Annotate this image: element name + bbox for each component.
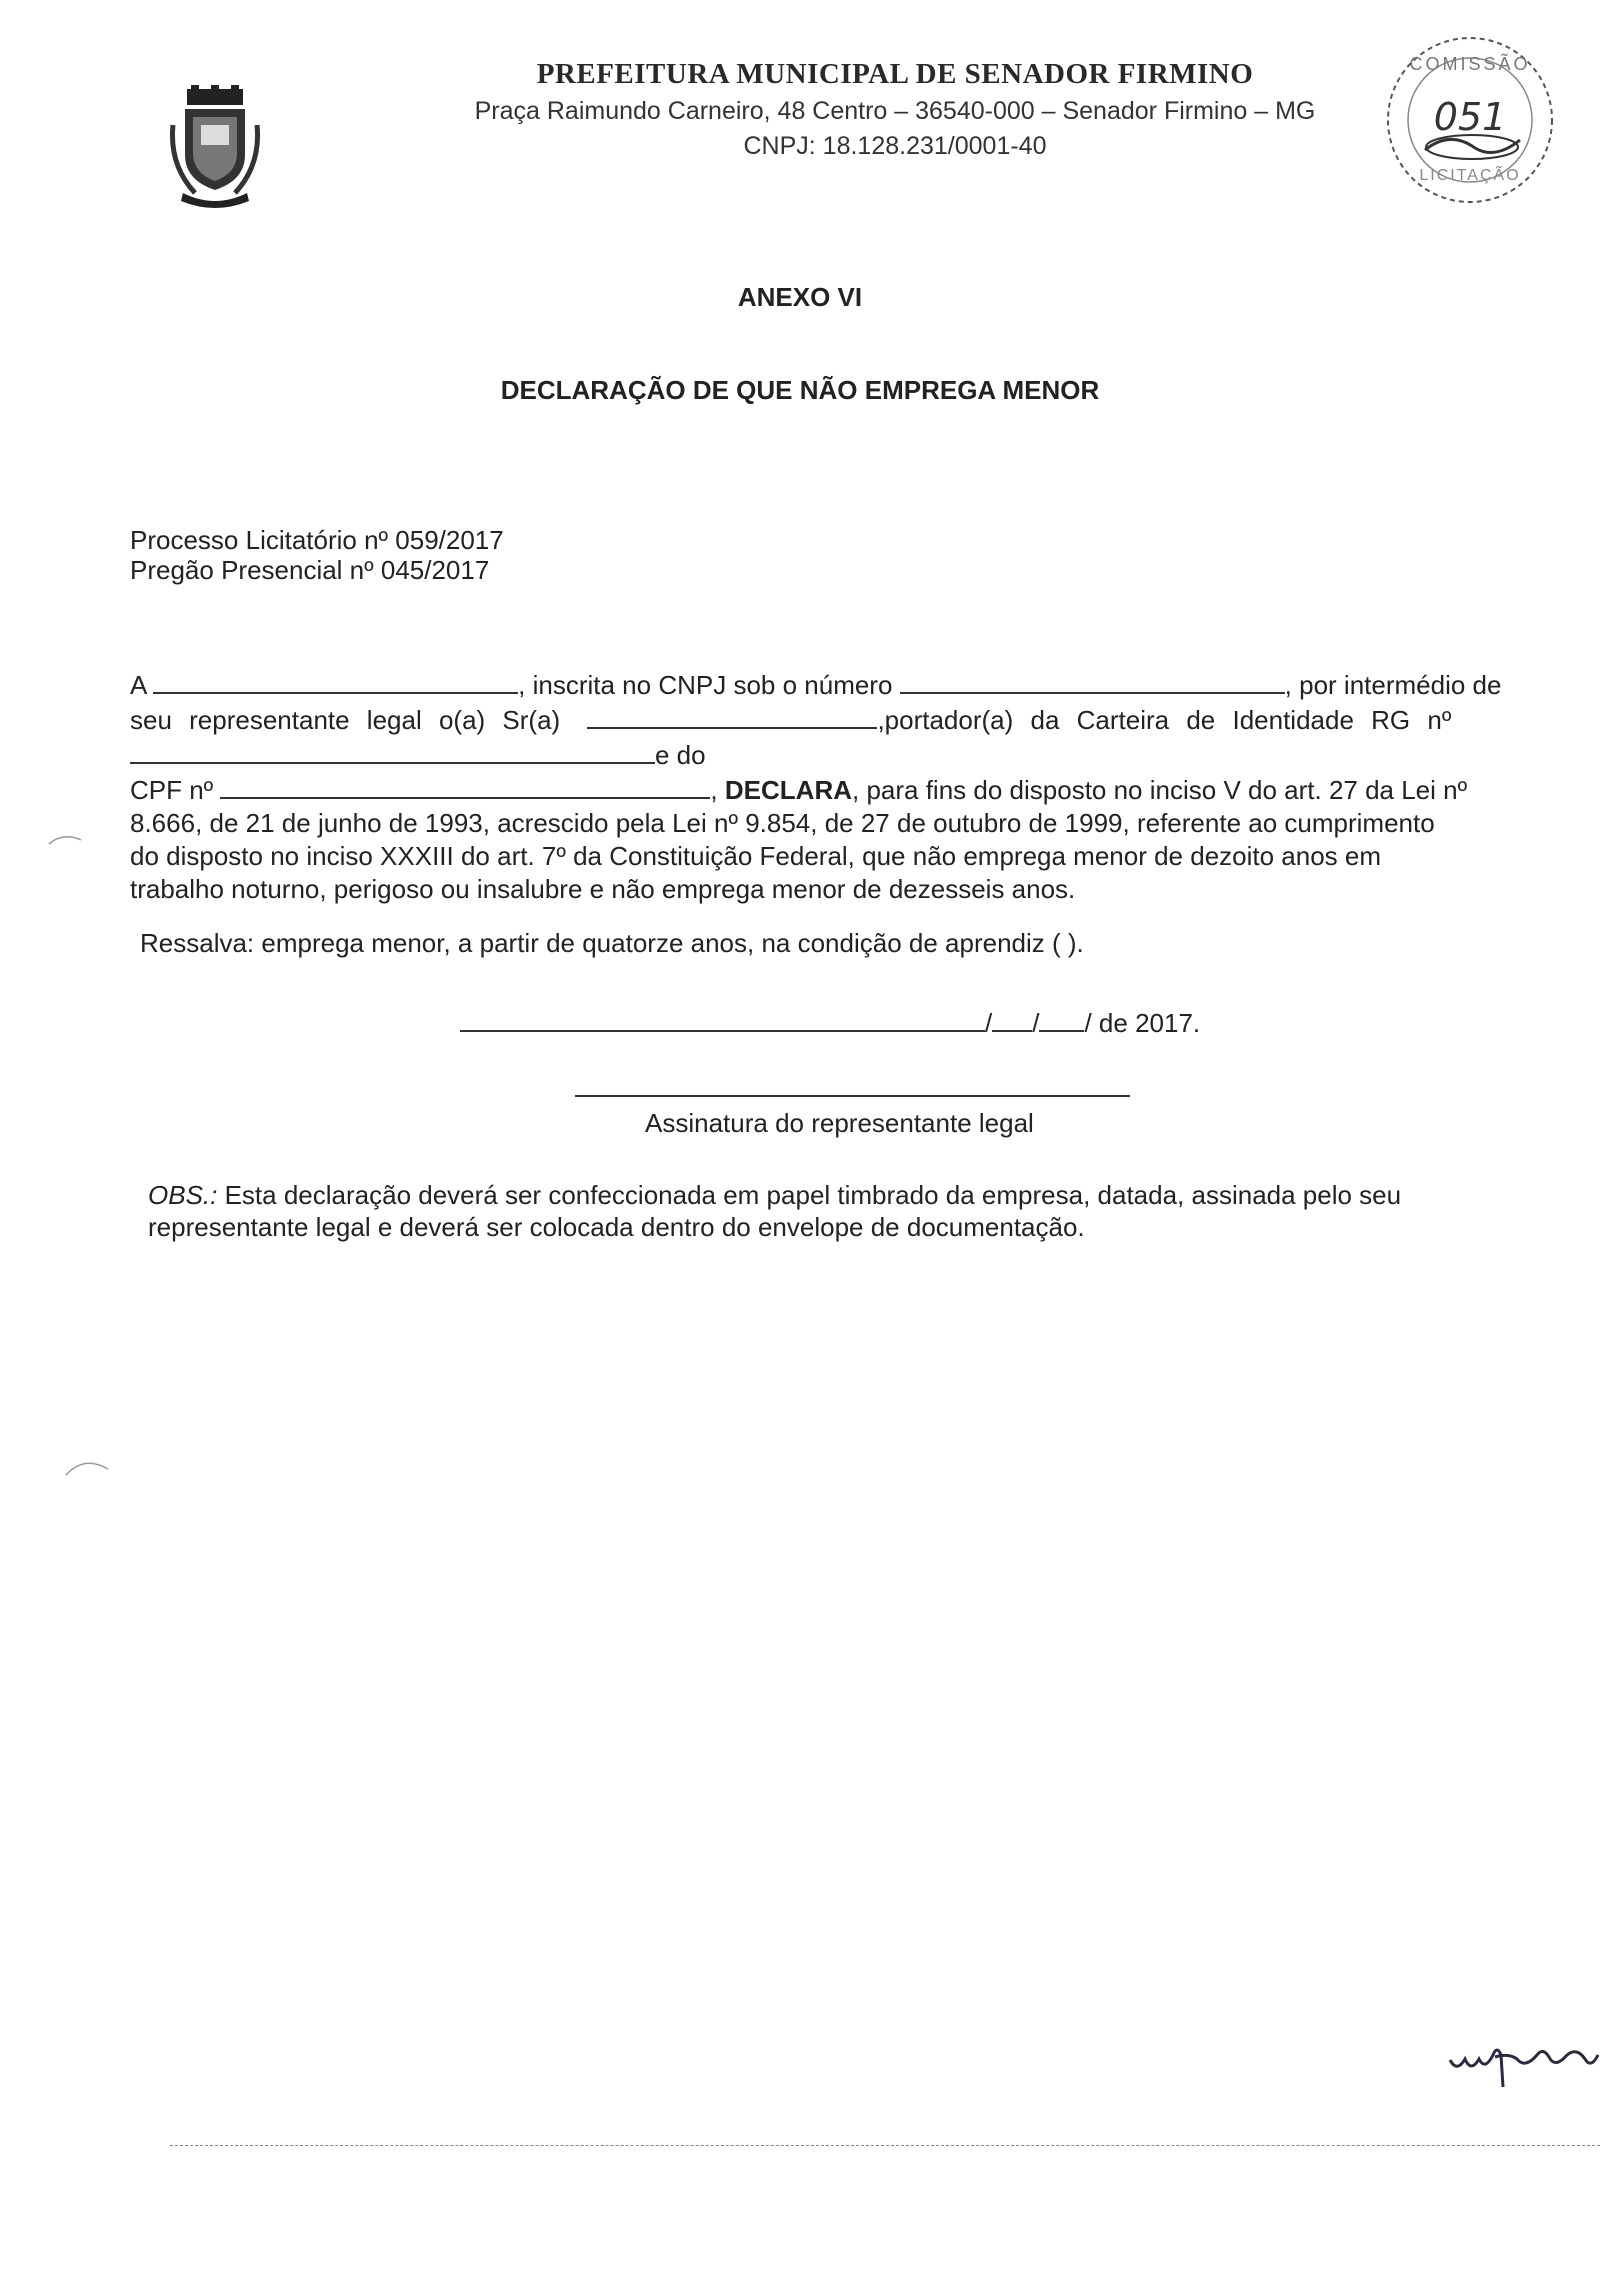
svg-text:051: 051 (1433, 95, 1507, 139)
svg-text:COMISSÃO: COMISSÃO (1409, 54, 1531, 74)
date-year: de 2017. (1091, 1008, 1201, 1038)
body-line-4 (130, 775, 1467, 806)
body-line-5: 8.666, de 21 de junho de 1993, acrescido pela Lei nº 9.854, de 27 de outubro de 1999, referente ao cumprimento (130, 808, 1435, 838)
date-separator: / (1084, 1008, 1092, 1038)
body-text: , para fins do disposto no inciso V do art. 27 da Lei nº (852, 775, 1468, 805)
annex-title: ANEXO VI (737, 282, 863, 312)
letterhead (420, 58, 1370, 161)
day-field[interactable] (992, 1008, 1032, 1032)
cnpj-number-field[interactable] (900, 670, 1285, 694)
body-text: A (130, 670, 146, 700)
obs-label: OBS.: (148, 1180, 218, 1210)
ressalva-text: Ressalva: emprega menor, a partir de quatorze anos, na condição de aprendiz ( ). (140, 928, 1084, 958)
margin-mark (45, 830, 85, 850)
city-field[interactable] (460, 1008, 985, 1032)
body-text: , (710, 775, 718, 805)
letterhead-cnpj: CNPJ: 18.128.231/0001-40 (743, 132, 1047, 160)
date-separator: / (985, 1008, 993, 1038)
body-text: seu representante legal o(a) Sr(a) (130, 705, 561, 735)
municipal-crest-icon (165, 85, 265, 210)
body-line-3 (130, 740, 706, 771)
month-field[interactable] (1039, 1008, 1084, 1032)
body-line-7: trabalho noturno, perigoso ou insalubre e não emprega menor de dezesseis anos. (130, 874, 1076, 904)
body-text: CPF nº (130, 775, 214, 805)
representative-name-field[interactable] (587, 705, 877, 729)
letterhead-address: Praça Raimundo Carneiro, 48 Centro – 36540-000 – Senador Firmino – MG (474, 97, 1316, 125)
handwritten-initials (1445, 2025, 1600, 2095)
body-line-2 (130, 705, 1451, 736)
body-text: , inscrita no CNPJ sob o número (518, 670, 893, 700)
signature-line[interactable] (575, 1095, 1130, 1097)
process-number: Processo Licitatório nº 059/2017 (130, 525, 504, 555)
rg-number-field[interactable] (130, 740, 655, 764)
body-line-1 (130, 670, 1501, 701)
date-line (460, 1008, 1200, 1039)
obs-text: Esta declaração deverá ser confeccionada em papel timbrado da empresa, datada, assinada pelo seu (217, 1180, 1402, 1210)
date-separator: / (1032, 1008, 1040, 1038)
body-text: ,portador(a) da Carteira de Identidade RG nº (877, 705, 1452, 735)
obs-line-1 (148, 1180, 1401, 1211)
document-title: DECLARAÇÃO DE QUE NÃO EMPREGA MENOR (500, 375, 1100, 405)
auction-number: Pregão Presencial nº 045/2017 (130, 555, 490, 585)
signature-label: Assinatura do representante legal (645, 1108, 1034, 1138)
obs-line-2: representante legal e deverá ser colocada dentro do envelope de documentação. (148, 1212, 1085, 1242)
body-text: , por intermédio de (1284, 670, 1502, 700)
cpf-number-field[interactable] (220, 775, 710, 799)
margin-mark (62, 1455, 112, 1480)
body-line-6: do disposto no inciso XXXIII do art. 7º da Constituição Federal, que não emprega menor de dezoito anos em (130, 841, 1382, 871)
body-text: e do (655, 740, 706, 770)
footer-divider (170, 2145, 1600, 2146)
svg-text:LICITAÇÃO: LICITAÇÃO (1419, 167, 1521, 184)
letterhead-title: PREFEITURA MUNICIPAL DE SENADOR FIRMINO (536, 58, 1254, 90)
company-name-field[interactable] (153, 670, 518, 694)
commission-stamp (1380, 30, 1560, 210)
declara-keyword: DECLARA (724, 775, 852, 805)
